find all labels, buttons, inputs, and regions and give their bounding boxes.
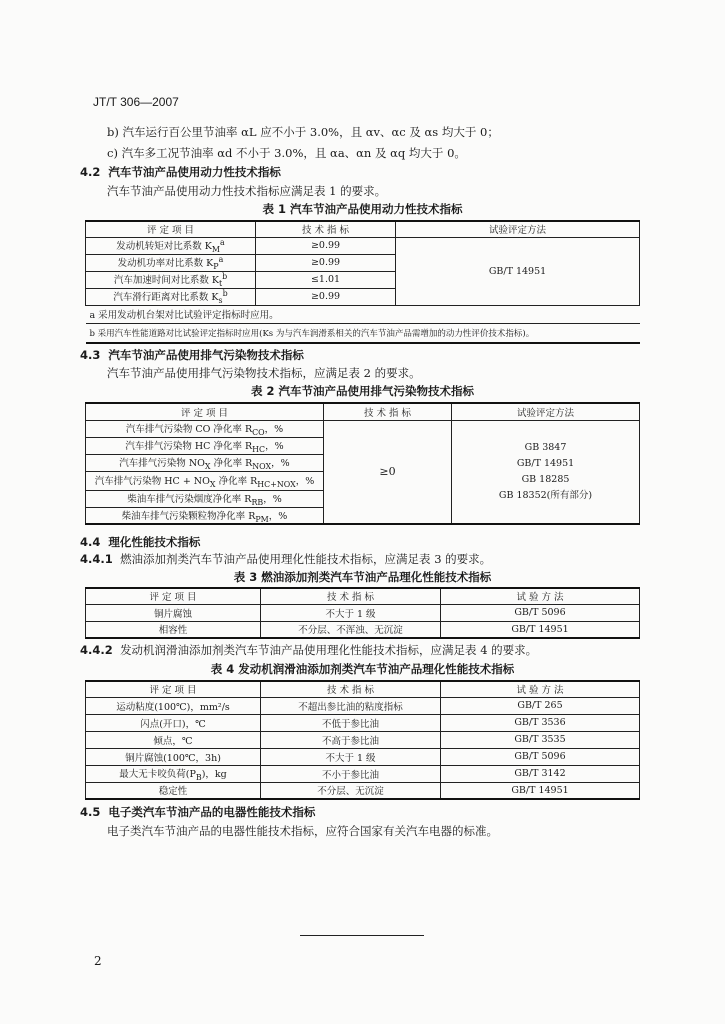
table1-col-index: 技 术 指 标: [256, 221, 396, 237]
table3-value: 不大于 1 级: [261, 604, 441, 621]
table3-col-item: 评 定 项 目: [86, 588, 261, 604]
table4-item: 最大无卡咬负荷$(P_B)$，kg: [86, 765, 261, 782]
table2-methods: [452, 420, 640, 524]
table2-col-item: 评 定 项 目: [86, 403, 324, 420]
table3-caption: 表 3 燃油添加剂类汽车节油产品理化性能技术指标: [233, 570, 492, 584]
table3: [85, 587, 640, 639]
table2-item: 汽车排气污染物 HC 净化率 $R_{HC}$，%: [86, 437, 324, 454]
table1-value: ≥0.99: [256, 237, 396, 254]
item-b: b) 汽车运行百公里节油率 αL 应不小于 3.0%，且 αv、αc 及 αs 均大于 0；: [107, 125, 499, 139]
table2-col-index: 技 术 指 标: [324, 403, 452, 420]
table4-method: GB/T 3142: [441, 765, 640, 782]
section-4-2-text: 汽车节油产品使用动力性技术指标应满足表 1 的要求。: [107, 184, 387, 198]
section-4-5-heading: 4.5 电子类汽车节油产品的电器性能技术指标: [80, 805, 316, 819]
table1-caption: 表 1 汽车节油产品使用动力性技术指标: [262, 202, 463, 216]
section-4-4-heading: 4.4 理化性能技术指标: [80, 535, 201, 549]
table1-note-b: b 采用汽车性能道路对比试验评定指标时应用(Ks 为与汽车润滑系相关的汽车节油产品需增加的动力性评价技术指标)。: [86, 323, 640, 343]
table1: [85, 220, 640, 344]
table4-col-method: 试 验 方 法: [441, 681, 640, 697]
table4-value: 不高于参比油: [261, 731, 441, 748]
table4-method: GB/T 265: [441, 697, 640, 714]
table2-item: 柴油车排气污染烟度净化率 $R_{RB}$，%: [86, 490, 324, 507]
table4-value: 不超出参比油的粘度指标: [261, 697, 441, 714]
standard-header: JT/T 306—2007: [93, 95, 179, 109]
table4-value: 不低于参比油: [261, 714, 441, 731]
table1-value: ≥0.99: [256, 288, 396, 305]
table4-value: 不大于 1 级: [261, 748, 441, 765]
table4-item: 铜片腐蚀(100℃，3h): [86, 748, 261, 765]
table2-item: 柴油车排气污染颗粒物净化率 $R_{PM}$，%: [86, 507, 324, 524]
table1-method: GB/T 14951: [396, 237, 640, 305]
table4-col-index: 技 术 指 标: [261, 681, 441, 697]
table1-item: 发动机转矩对比系数 $K_M^a$: [86, 237, 256, 254]
table1-value: ≥0.99: [256, 254, 396, 271]
table3-col-method: 试 验 方 法: [441, 588, 640, 604]
section-4-4-2-text: 4.4.2 发动机润滑油添加剂类汽车节油产品使用理化性能技术指标，应满足表 4 的要求。: [80, 643, 538, 657]
section-4-4-1-text: 4.4.1 燃油添加剂类汽车节油产品使用理化性能技术指标，应满足表 3 的要求。: [80, 552, 492, 566]
table4-caption: 表 4 发动机润滑油添加剂类汽车节油产品理化性能技术指标: [210, 662, 515, 676]
table2-item: 汽车排气污染物 $NO_X$ 净化率 $R_{NOX}$，%: [86, 454, 324, 471]
table4-method: GB/T 14951: [441, 782, 640, 799]
table4-item: 倾点，℃: [86, 731, 261, 748]
table2-method: GB 18352(所有部分): [498, 489, 593, 501]
table4: [85, 680, 640, 800]
table4-method: GB/T 3536: [441, 714, 640, 731]
table3-method: GB/T 5096: [441, 604, 640, 621]
table1-col-item: 评 定 项 目: [86, 221, 256, 237]
table2-method: GB 3847: [524, 441, 567, 453]
table4-col-item: 评 定 项 目: [86, 681, 261, 697]
table4-value: 不小于参比油: [261, 765, 441, 782]
page-number: 2: [94, 954, 102, 968]
table4-item: 运动粘度(100℃)，mm²/s: [86, 697, 261, 714]
section-4-5-text: 电子类汽车节油产品的电器性能技术指标，应符合国家有关汽车电器的标准。: [107, 824, 498, 838]
item-c: c) 汽车多工况节油率 αd 不小于 3.0%，且 αa、αn 及 αq 均大于 0。: [107, 146, 466, 160]
table2-caption: 表 2 汽车节油产品使用排气污染物技术指标: [250, 384, 474, 398]
table2-item: 汽车排气污染物 HC + $NO_X$ 净化率 $R_{HC+NOX}$，%: [86, 471, 324, 490]
table4-value: 不分层、无沉淀: [261, 782, 441, 799]
table1-item: 汽车加速时间对比系数 $K_t^b$: [86, 271, 256, 288]
table4-item: 稳定性: [86, 782, 261, 799]
table1-note-a: a 采用发动机台架对比试验评定指标时应用。: [86, 305, 640, 323]
table1-item: 发动机功率对比系数 $K_P^a$: [86, 254, 256, 271]
table2-method: GB 18285: [521, 473, 570, 485]
table4-method: GB/T 5096: [441, 748, 640, 765]
section-4-2-heading: 4.2 汽车节油产品使用动力性技术指标: [80, 165, 281, 179]
section-4-3-text: 汽车节油产品使用排气污染物技术指标，应满足表 2 的要求。: [107, 366, 421, 380]
table2: [85, 402, 640, 525]
footer-rule: [300, 935, 424, 936]
table2-method: GB/T 14951: [516, 457, 575, 469]
table4-method: GB/T 3535: [441, 731, 640, 748]
table3-item: 相容性: [86, 621, 261, 638]
table1-item: 汽车滑行距离对比系数 $K_s^b$: [86, 288, 256, 305]
table2-value: ≥0: [324, 420, 452, 524]
table2-item: 汽车排气污染物 CO 净化率 $R_{CO}$，%: [86, 420, 324, 437]
table3-col-index: 技 术 指 标: [261, 588, 441, 604]
table3-item: 铜片腐蚀: [86, 604, 261, 621]
table3-value: 不分层、不浑浊、无沉淀: [261, 621, 441, 638]
table1-value: ≤1.01: [256, 271, 396, 288]
table1-col-method: 试验评定方法: [396, 221, 640, 237]
table3-method: GB/T 14951: [441, 621, 640, 638]
table4-item: 闪点(开口)，℃: [86, 714, 261, 731]
table2-col-method: 试验评定方法: [452, 403, 640, 420]
section-4-3-heading: 4.3 汽车节油产品使用排气污染物技术指标: [80, 348, 304, 362]
